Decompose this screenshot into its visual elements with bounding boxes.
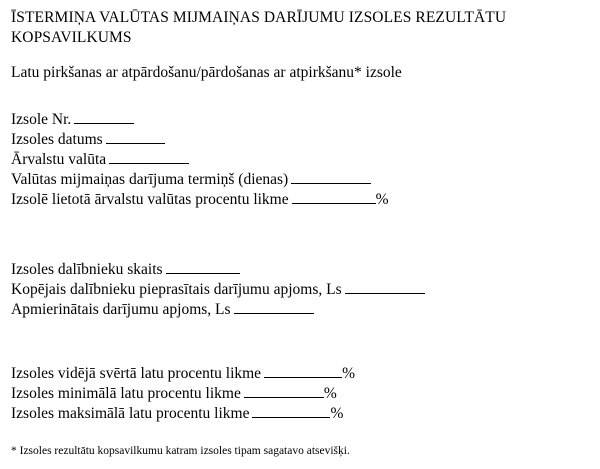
field-maximum-rate — [11, 403, 355, 423]
fill-in-blank[interactable] — [234, 299, 314, 314]
rates-section — [11, 363, 355, 423]
participants-section — [11, 259, 425, 319]
fill-in-blank[interactable] — [291, 169, 371, 184]
fill-in-blank[interactable] — [166, 259, 240, 274]
field-suffix: % — [342, 365, 355, 382]
fill-in-blank[interactable] — [109, 149, 189, 164]
document-title: ĪSTERMIŅA VALŪTAS MIJMAIŅAS DARĪJUMU IZSOLES REZULTĀTU KOPSAVILKUMS — [11, 9, 507, 46]
fill-in-blank[interactable] — [252, 403, 330, 418]
footnote: * Izsoles rezultātu kopsavilkumu katram izsoles tipam sagatavo atsevišķi. — [11, 445, 350, 457]
field-suffix: % — [330, 405, 344, 422]
fill-in-blank[interactable] — [345, 279, 425, 294]
field-label: Izsolē lietotā ārvalstu valūtas procentu likme — [11, 191, 289, 208]
fill-in-blank[interactable] — [292, 189, 376, 204]
auction-type-line: Latu pirkšanas ar atpārdošanu/pārdošanas ar atpirkšanu* izsole — [11, 64, 402, 81]
field-label: Izsoles datums — [11, 131, 103, 148]
field-label: Izsoles vidējā svērtā latu procentu likme — [11, 365, 262, 382]
field-auction-date — [11, 129, 389, 149]
field-suffix: % — [323, 385, 337, 402]
field-requested-volume — [11, 279, 425, 299]
field-minimum-rate — [11, 383, 355, 403]
field-foreign-rate — [11, 189, 389, 209]
field-participants-count — [11, 259, 425, 279]
field-label: Ārvalstu valūta — [11, 151, 107, 168]
fill-in-blank[interactable] — [264, 363, 342, 378]
field-label: Valūtas mijmaiņas darījuma termiņš (dienas) — [11, 171, 289, 188]
field-label: Izsoles minimālā latu procentu likme — [11, 385, 241, 402]
field-foreign-currency — [11, 149, 389, 169]
field-label: Izsoles dalībnieku skaits — [11, 261, 163, 278]
field-weighted-average-rate — [11, 363, 355, 383]
field-label: Kopējais dalībnieku pieprasītais darījumu apjoms, Ls — [11, 281, 342, 298]
field-label: Izsoles maksimālā latu procentu likme — [11, 405, 250, 422]
fill-in-blank[interactable] — [74, 109, 134, 124]
field-auction-number — [11, 109, 389, 129]
auction-info-section — [11, 109, 389, 209]
fill-in-blank[interactable] — [106, 129, 165, 144]
field-label: Apmierinātais darījumu apjoms, Ls — [11, 301, 231, 318]
fill-in-blank[interactable] — [244, 383, 324, 398]
field-swap-term — [11, 169, 389, 189]
field-satisfied-volume — [11, 299, 425, 319]
field-label: Izsole Nr. — [11, 111, 72, 128]
field-suffix: % — [375, 191, 389, 208]
